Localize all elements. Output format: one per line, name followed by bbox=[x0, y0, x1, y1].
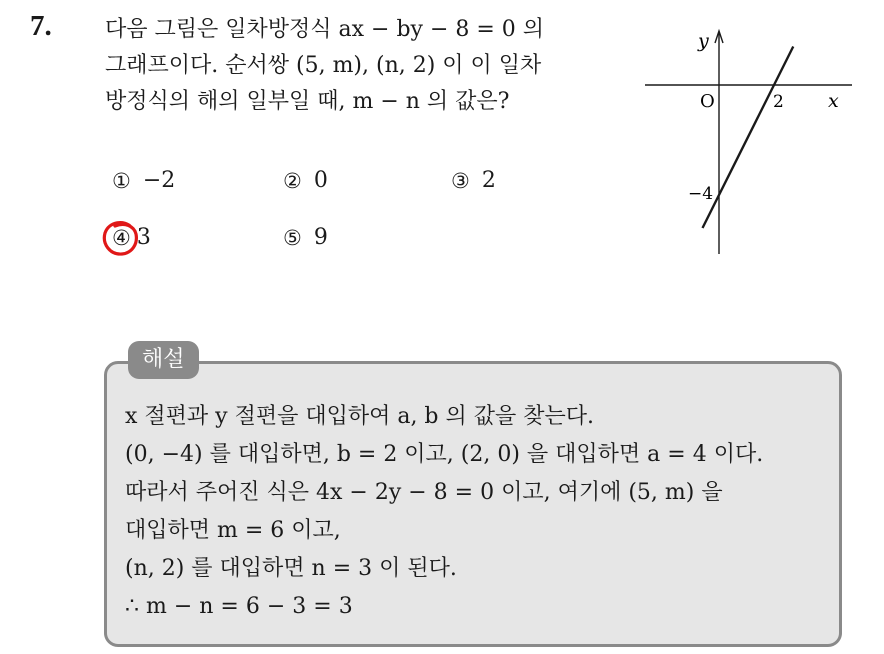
choice-number: ③ bbox=[451, 168, 470, 193]
solution-line: (0, −4) 를 대입하면, b = 2 이고, (2, 0) 을 대입하면 a = 4 이다. bbox=[125, 442, 764, 467]
solution-line: 대입하면 m = 6 이고, bbox=[125, 518, 341, 543]
question-line: 그래프이다. 순서쌍 (5, m), (n, 2) 이 이 일차 bbox=[105, 53, 542, 78]
choice-1[interactable] bbox=[112, 168, 175, 193]
solution-line: (n, 2) 를 대입하면 n = 3 이 된다. bbox=[125, 556, 457, 581]
choice-value: 9 bbox=[313, 225, 328, 250]
choice-value: 2 bbox=[481, 168, 496, 193]
choice-value: −2 bbox=[142, 168, 176, 193]
choice-4[interactable] bbox=[112, 225, 151, 250]
question-line: 방정식의 해의 일부일 때, m − n 의 값은? bbox=[105, 89, 510, 114]
origin-label: O bbox=[700, 91, 715, 112]
solution-line: 따라서 주어진 식은 4x − 2y − 8 = 0 이고, 여기에 (5, m) 을 bbox=[125, 480, 723, 505]
choice-2[interactable] bbox=[283, 168, 328, 193]
x-axis-label: x bbox=[828, 90, 839, 112]
question-text bbox=[105, 12, 625, 120]
graph-line bbox=[703, 47, 794, 229]
solution-text bbox=[125, 398, 825, 626]
solution-tab: 해설 bbox=[128, 341, 199, 379]
choice-5[interactable] bbox=[283, 225, 328, 250]
choice-value: 3 bbox=[136, 225, 151, 250]
x-intercept-label: 2 bbox=[773, 92, 784, 112]
solution-line: ∴ m − n = 6 − 3 = 3 bbox=[125, 594, 353, 619]
solution-line: x 절편과 y 절편을 대입하여 a, b 의 값을 찾는다. bbox=[125, 404, 594, 429]
y-intercept-label: −4 bbox=[688, 184, 714, 204]
choice-number: ② bbox=[283, 168, 302, 193]
y-axis-label: y bbox=[698, 30, 709, 52]
choice-number: ⑤ bbox=[283, 225, 302, 250]
choice-3[interactable] bbox=[451, 168, 496, 193]
line-graph bbox=[640, 22, 860, 262]
choice-number: ④ bbox=[112, 225, 131, 250]
choice-number: ① bbox=[112, 168, 131, 193]
question-line: 다음 그림은 일차방정식 ax − by − 8 = 0 의 bbox=[105, 17, 545, 42]
question-number: 7. bbox=[30, 10, 52, 42]
choice-value: 0 bbox=[313, 168, 328, 193]
